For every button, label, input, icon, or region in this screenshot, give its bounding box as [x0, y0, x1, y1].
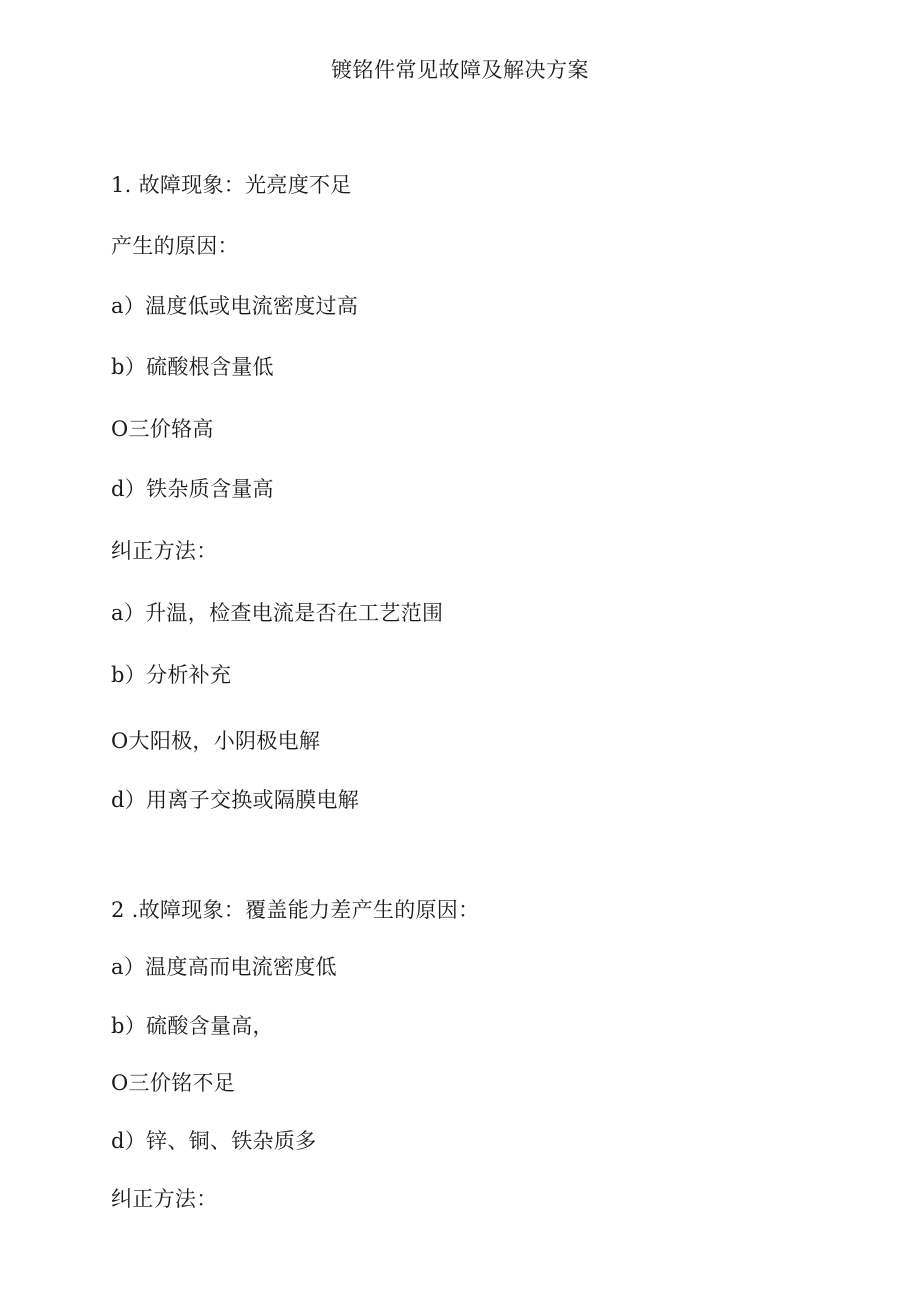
cause-item: O三价辂高 [111, 417, 214, 441]
corrective-label: 纠正方法： [111, 1187, 218, 1211]
corrective-item: a）升温，检查电流是否在工艺范围 [111, 601, 444, 625]
cause-item: b）硫酸含量高， [111, 1014, 274, 1038]
cause-item: a）温度高而电流密度低 [111, 955, 337, 979]
corrective-item: O大阳极，小阴极电解 [111, 729, 321, 753]
document-title: 镀铭件常见故障及解决方案 [331, 58, 589, 82]
section-1-heading: 1. 故障现象：光亮度不足 [111, 173, 352, 197]
causes-label: 产生的原因： [111, 234, 239, 258]
section-2-heading: 2 .故障现象：覆盖能力差产生的原因： [111, 898, 480, 922]
cause-item: d）铁杂质含量高 [111, 477, 274, 501]
cause-item: d）锌、铜、铁杂质多 [111, 1129, 317, 1153]
corrective-item: d）用离子交换或隔膜电解 [111, 788, 360, 812]
cause-item: a）温度低或电流密度过高 [111, 294, 359, 318]
cause-item: b）硫酸根含量低 [111, 355, 274, 379]
corrective-item: b）分析补充 [111, 663, 232, 687]
cause-item: O三价铭不足 [111, 1071, 236, 1095]
corrective-label: 纠正方法： [111, 539, 218, 563]
